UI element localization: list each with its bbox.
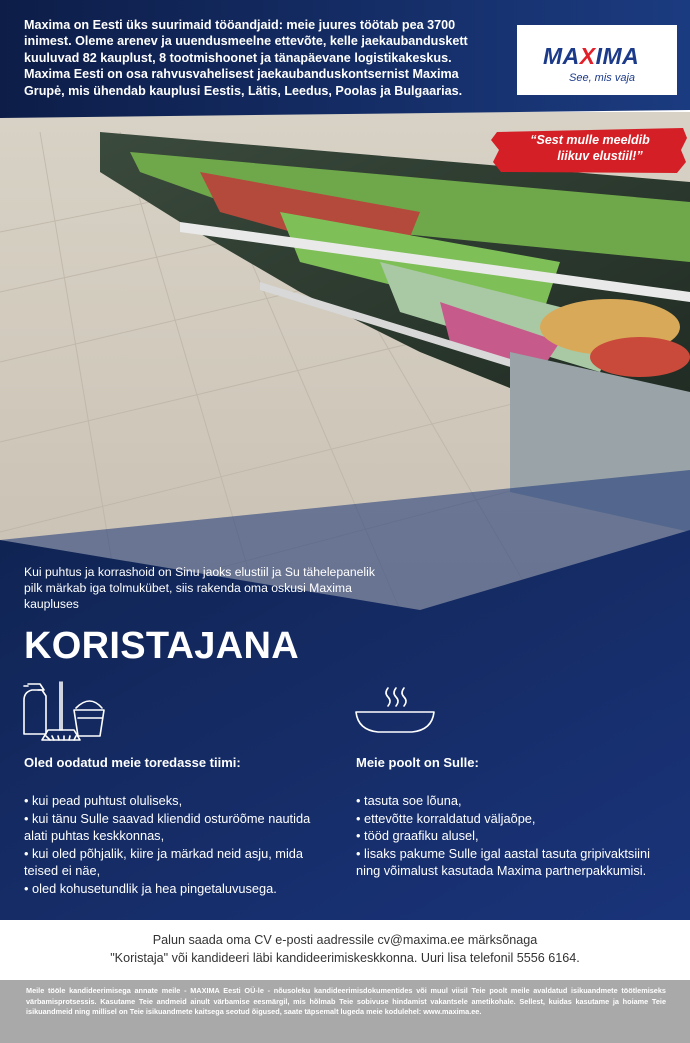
list-item: • oled kohusetundlik ja hea pingetaluvusega. [24,880,277,896]
list-item: • kui oled põhjalik, kiire ja märkad neid asju, mida teised ei näe, [24,845,304,879]
contact-info [0,931,690,967]
intro-text: Maxima on Eesti üks suurimaid tööandjaid: meie juures töötab pea 3700 inimest. Oleme arenev ja uuendusmeelne ettevõte, kelle jaekaubanduskett kuuluvad 82 kauplust, 8 tootmishoonet ja tänapäevane logistikakeskus. Maxima Eesti on osa rahvusvahelisest jaekaubanduskontsernist Maxima Grupė, mis ühendab kauplusi Eestis, Lätis, Leedus, Poolas ja Bulgaarias. [24,18,468,98]
job-title: KORISTAJANA [24,625,299,667]
list-item: • ettevõtte korraldatud väljaõpe, [356,810,536,826]
list-item: • lisaks pakume Sulle igal aastal tasuta gripivaktsiini ning võimalust kasutada Maxima partnerpakkumisi. [356,845,650,879]
privacy-disclaimer: Meile tööle kandideerimisega annate meile - MAXIMA Eesti OÜ-le - nõusoleku kandideerimisdokumentides või muul viisil Teie poolt meile avaldatud isikuandmete töötlemiseks värbamisprotsessis. Kasutame Teie andmeid ainult värbamise eesmärgil, mis hõlmab Teie sobivuse hindamist vakantsele ametikohale. Sellest, kuidas kasutame ja hoiame Teie isikuandmeid ning millisel on Teie isikuandmete kaitsega seotud õigused, saate täpsemalt lugeda meie kodulehel: www.maxima.ee. [26,986,666,1017]
list-item: • kui tänu Sulle saavad kliendid osturöõme nautida alati puhtas keskkonnas, [24,810,311,844]
contact-line-2: "Koristaja" või kandideeri läbi kandideerimiskeskkonna. Uuri lisa telefonil 5556 6164. [110,951,580,965]
logo-wordmark: MAXIMA [543,43,640,69]
list-item: • tasuta soe lõuna, [356,793,462,808]
logo-tagline: See, mis vaja [569,72,636,84]
team-section-title: Oled oodatud meie toredasse tiimi: [24,755,241,770]
benefits-list [356,792,666,880]
quote-text: “Sest mulle meeldib liikuv elustiil!” [530,133,650,163]
maxima-logo [517,25,677,95]
list-item: • tööd graafiku alusel, [356,828,479,844]
contact-line-1: Palun saada oma CV e-posti aadressile cv@maxima.ee märksõnaga [152,933,538,947]
requirements-list [24,792,336,898]
cleaning-supplies-icon [22,678,106,744]
benefits-section-title: Meie poolt on Sulle: [356,755,479,770]
disclaimer-band [0,980,690,1043]
hot-soup-bowl-icon [352,684,436,740]
list-item: • kui pead puhtust oluliseks, [24,793,183,808]
lead-text: Kui puhtus ja korrashoid on Sinu jaoks elustiil ja Su tähelepanelik pilk märkab iga tolmukübet, siis rakenda oma oskusi Maxima kaupluses [24,565,375,611]
